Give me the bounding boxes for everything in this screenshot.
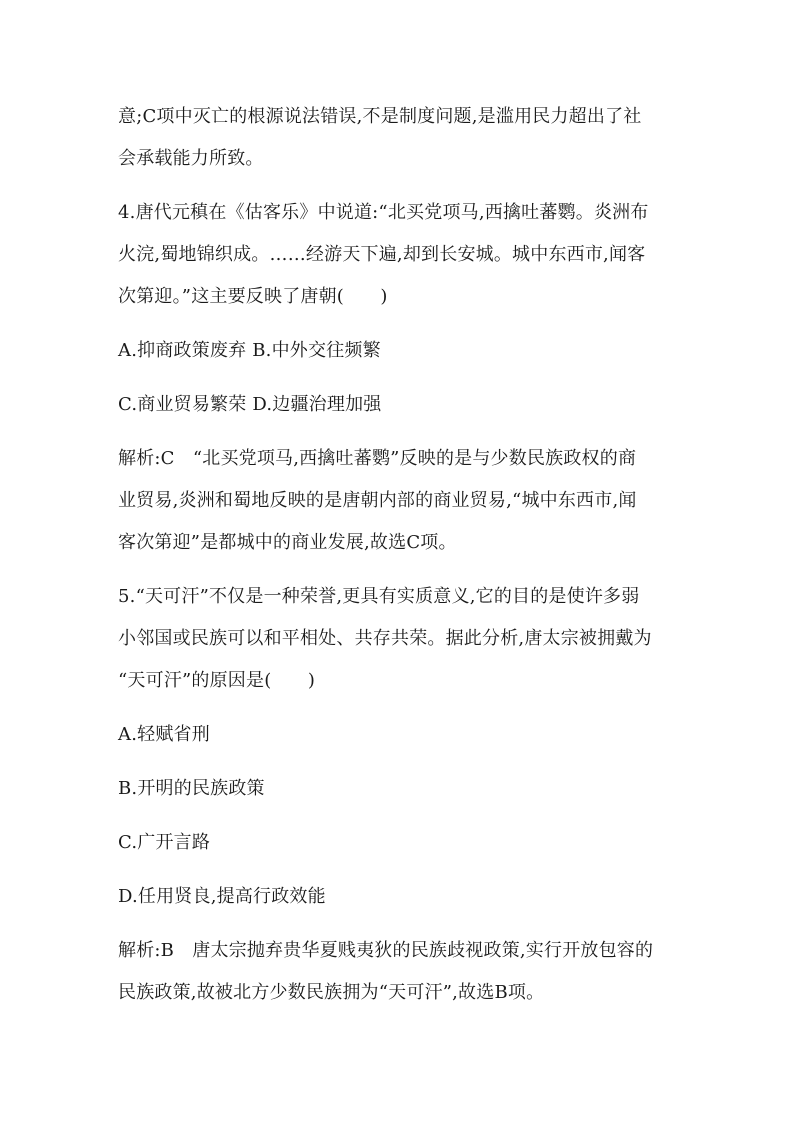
analysis-line: 业贸易,炎洲和蜀地反映的是唐朝内部的商业贸易,“城中东西市,闻 <box>118 490 637 511</box>
text-line: 会承载能力所致。 <box>118 148 264 169</box>
option-a: A.轻赋省刑 <box>118 724 210 745</box>
analysis-line: 民族政策,故被北方少数民族拥为“天可汗”,故选B项。 <box>118 982 545 1003</box>
question-4-line: 次第迎。”这主要反映了唐朝( ) <box>118 286 388 307</box>
question-5-line: 小邻国或民族可以和平相处、共存共荣。据此分析,唐太宗被拥戴为 <box>118 628 652 649</box>
option-b: B.开明的民族政策 <box>118 778 265 799</box>
option-line: C.商业贸易繁荣 D.边疆治理加强 <box>118 394 382 415</box>
text-line: 意;C项中灭亡的根源说法错误,不是制度问题,是滥用民力超出了社 <box>118 106 642 127</box>
question-4-line: 火浣,蜀地锦织成。……经游天下遍,却到长安城。城中东西市,闻客 <box>118 244 646 265</box>
analysis-line: 解析:C “北买党项马,西擒吐蕃鹦”反映的是与少数民族政权的商 <box>118 448 637 469</box>
option-c: C.广开言路 <box>118 832 211 853</box>
question-4-line: 4.唐代元稹在《估客乐》中说道:“北买党项马,西擒吐蕃鹦。炎洲布 <box>118 202 649 223</box>
option-d: D.任用贤良,提高行政效能 <box>118 886 326 907</box>
option-line: A.抑商政策废弃 B.中外交往频繁 <box>118 340 381 361</box>
question-5-line: “天可汗”的原因是( ) <box>118 670 316 691</box>
analysis-line: 客次第迎”是都城中的商业发展,故选C项。 <box>118 532 457 553</box>
analysis-line: 解析:B 唐太宗抛弃贵华夏贱夷狄的民族歧视政策,实行开放包容的 <box>118 940 654 961</box>
question-5-line: 5.“天可汗”不仅是一种荣誉,更具有实质意义,它的目的是使许多弱 <box>118 586 640 607</box>
